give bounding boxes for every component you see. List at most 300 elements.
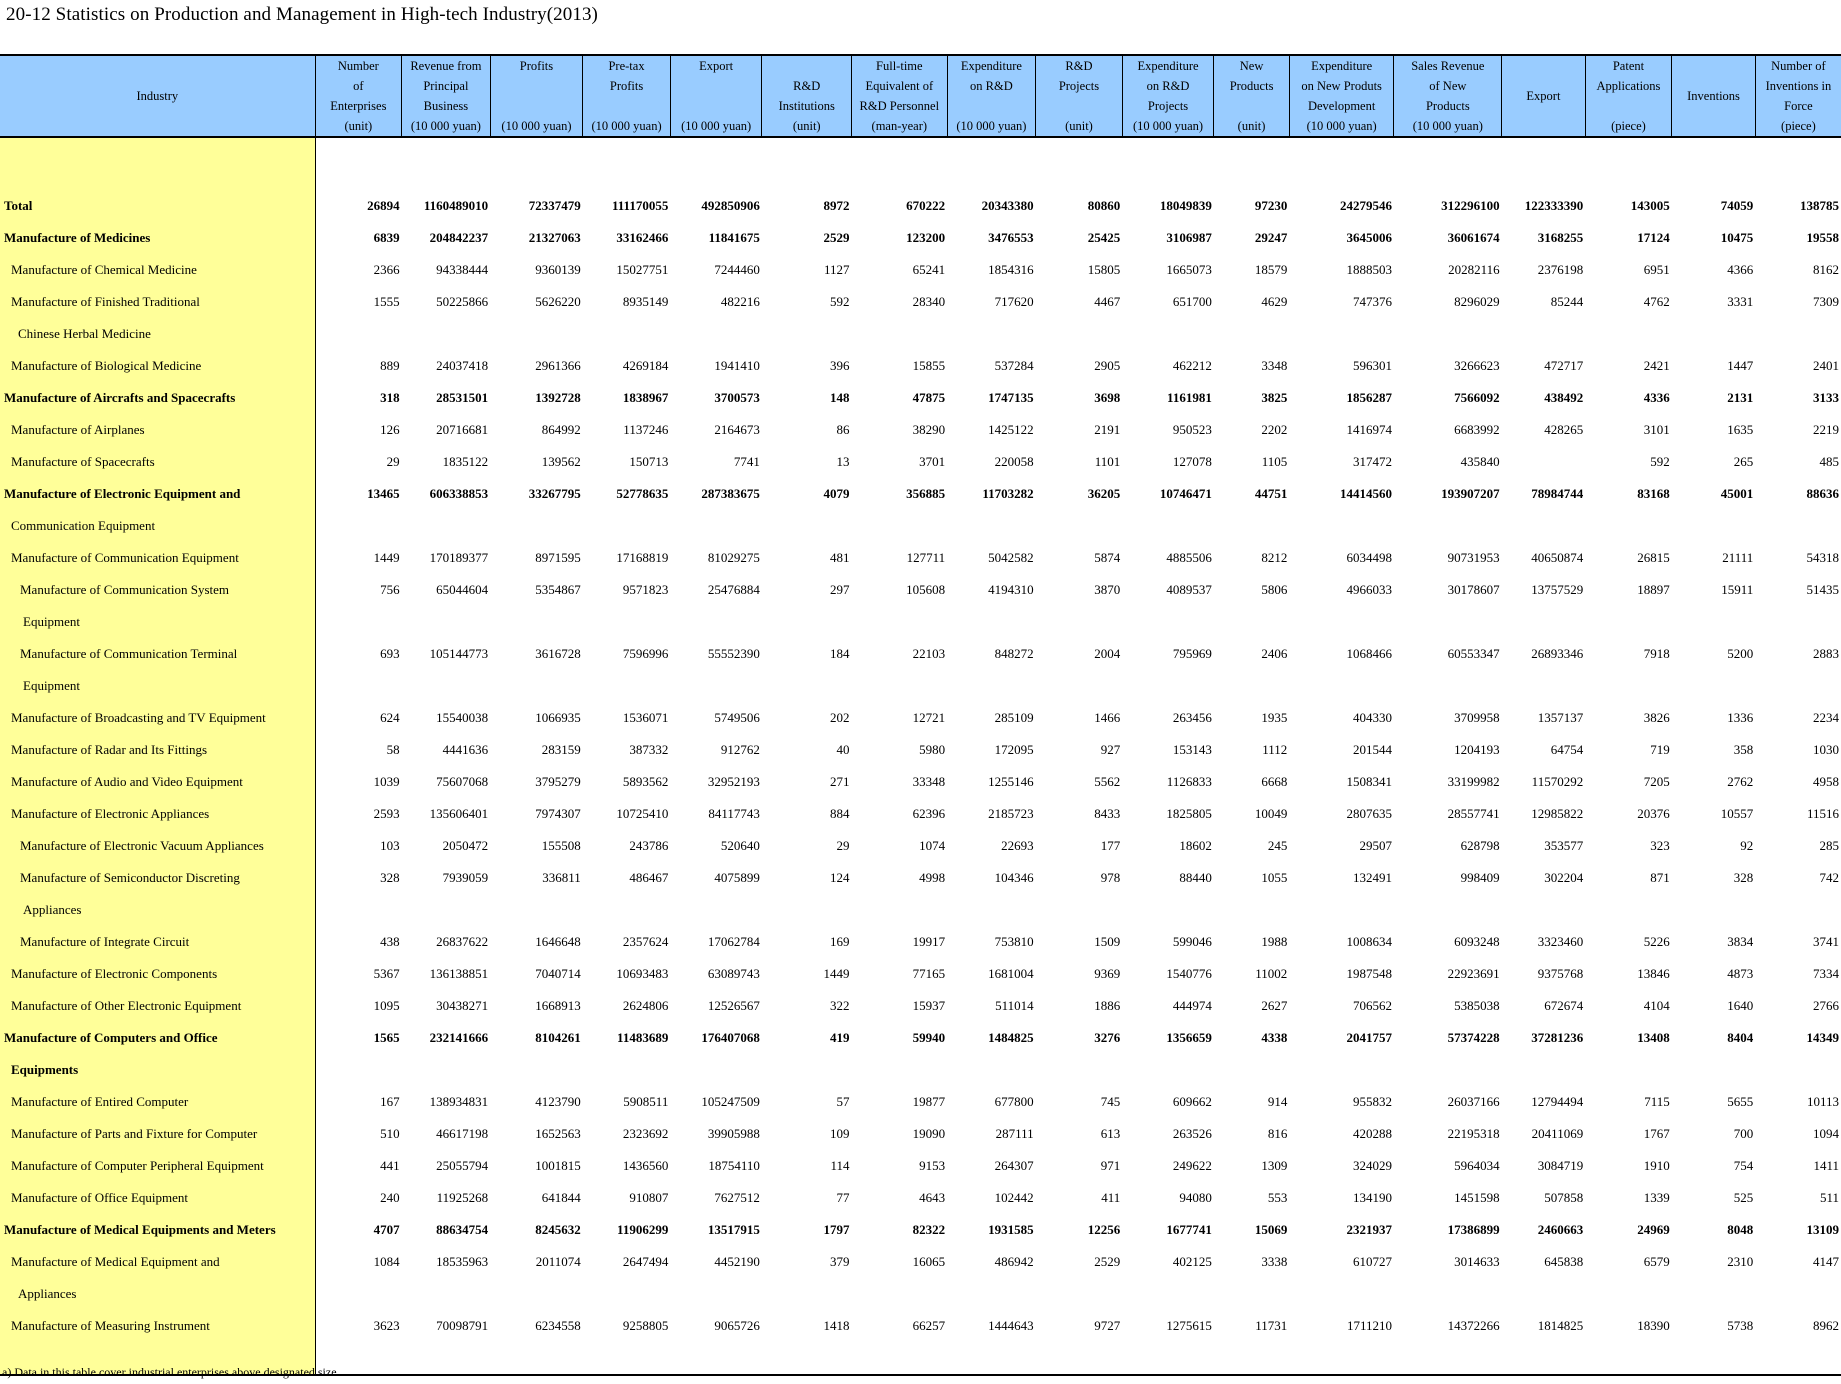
value-cell xyxy=(1289,606,1394,638)
value-cell: 3101 xyxy=(1643,422,1670,437)
table-row xyxy=(0,222,1841,254)
value-cell xyxy=(670,606,762,638)
value-cell: 3741 xyxy=(1813,934,1839,949)
header-industry: Industry xyxy=(0,55,315,137)
value-cell: 33348 xyxy=(912,774,946,789)
value-cell: 193907207 xyxy=(1441,486,1500,501)
value-cell: 4336 xyxy=(1643,390,1670,405)
value-cell xyxy=(947,606,1036,638)
value-cell: 30438271 xyxy=(436,998,489,1013)
industry-cell: Equipment xyxy=(0,670,315,702)
value-cell: 12794494 xyxy=(1531,1094,1584,1109)
value-cell: 9360139 xyxy=(535,262,581,277)
value-cell: 132491 xyxy=(1352,870,1392,885)
value-cell: 55552390 xyxy=(707,646,760,661)
value-cell: 645838 xyxy=(1544,1254,1584,1269)
table-row xyxy=(0,1118,1841,1150)
value-cell xyxy=(1585,606,1672,638)
value-cell: 592 xyxy=(830,294,850,309)
value-cell: 9727 xyxy=(1094,1318,1121,1333)
value-cell xyxy=(1755,1278,1841,1310)
value-cell: 1668913 xyxy=(535,998,581,1013)
value-cell: 753810 xyxy=(994,934,1034,949)
value-cell: 4966033 xyxy=(1346,582,1392,597)
value-cell: 11841675 xyxy=(708,230,760,245)
header-cell: Expenditure on R&D Projects (10 000 yuan) xyxy=(1122,55,1214,137)
value-cell: 5893562 xyxy=(622,774,669,789)
value-cell xyxy=(852,1054,948,1086)
value-cell: 204842237 xyxy=(429,230,489,245)
value-cell: 85244 xyxy=(1550,294,1584,309)
value-cell: 628798 xyxy=(1460,838,1500,853)
value-cell: 13408 xyxy=(1637,1030,1670,1045)
header-cell: Inventions xyxy=(1672,55,1756,137)
value-cell: 609662 xyxy=(1172,1094,1212,1109)
value-cell: 1101 xyxy=(1094,454,1121,469)
value-cell: 70098791 xyxy=(436,1318,489,1333)
value-cell xyxy=(1672,318,1756,350)
value-cell: 24279546 xyxy=(1339,198,1392,213)
value-cell: 537284 xyxy=(994,358,1034,373)
value-cell: 8104261 xyxy=(535,1030,581,1045)
value-cell: 57374228 xyxy=(1447,1030,1500,1045)
value-cell: 7627512 xyxy=(714,1190,760,1205)
value-cell xyxy=(402,894,491,926)
value-cell: 592 xyxy=(1650,454,1670,469)
value-cell xyxy=(1289,318,1394,350)
industry-cell: Manufacture of Airplanes xyxy=(0,414,315,446)
value-cell: 4269184 xyxy=(622,358,669,373)
table-row xyxy=(0,894,1841,926)
value-cell: 20343380 xyxy=(981,198,1034,213)
value-cell xyxy=(947,1278,1036,1310)
value-cell: 328 xyxy=(380,870,400,885)
value-cell: 18390 xyxy=(1637,1318,1670,1333)
value-cell: 17386899 xyxy=(1447,1222,1500,1237)
value-cell: 1652563 xyxy=(535,1126,581,1141)
value-cell: 1356659 xyxy=(1166,1030,1212,1045)
value-cell: 287383675 xyxy=(701,486,760,501)
value-cell: 18049839 xyxy=(1159,198,1212,213)
spacer-cell xyxy=(315,137,1841,190)
header-cell: Pre-tax Profits (10 000 yuan) xyxy=(583,55,671,137)
value-cell: 324029 xyxy=(1352,1158,1392,1173)
value-cell: 88440 xyxy=(1179,870,1212,885)
value-cell xyxy=(762,670,852,702)
value-cell: 26037166 xyxy=(1447,1094,1500,1109)
value-cell: 20376 xyxy=(1637,806,1670,821)
header-cell: Revenue from Principal Business (10 000 yuan) xyxy=(402,55,491,137)
value-cell: 419 xyxy=(830,1030,850,1045)
value-cell: 1536071 xyxy=(622,710,669,725)
value-cell: 4147 xyxy=(1813,1254,1839,1269)
value-cell: 74059 xyxy=(1720,198,1754,213)
table-body xyxy=(0,137,1841,1375)
value-cell: 553 xyxy=(1267,1190,1288,1205)
value-cell: 9065726 xyxy=(714,1318,760,1333)
table-row xyxy=(0,574,1841,606)
value-cell xyxy=(1394,1054,1502,1086)
table-row xyxy=(0,1182,1841,1214)
value-cell: 4707 xyxy=(373,1222,400,1237)
value-cell xyxy=(1502,670,1586,702)
value-cell: 1941410 xyxy=(714,358,760,373)
value-cell: 10725410 xyxy=(616,806,669,821)
value-cell: 287111 xyxy=(995,1126,1034,1141)
value-cell: 265 xyxy=(1733,454,1754,469)
value-cell: 19558 xyxy=(1806,230,1839,245)
value-cell xyxy=(490,606,583,638)
value-cell xyxy=(947,318,1036,350)
value-cell xyxy=(1122,318,1214,350)
value-cell: 1425122 xyxy=(988,422,1034,437)
value-cell: 12526567 xyxy=(707,998,760,1013)
value-cell: 21327063 xyxy=(528,230,581,245)
value-cell: 3266623 xyxy=(1454,358,1500,373)
value-cell: 138785 xyxy=(1800,198,1839,213)
industry-cell: Total xyxy=(0,190,315,222)
value-cell xyxy=(315,318,402,350)
value-cell: 264307 xyxy=(994,1158,1034,1173)
value-cell: 1854316 xyxy=(988,262,1034,277)
value-cell xyxy=(490,510,583,542)
value-cell: 177 xyxy=(1100,838,1121,853)
value-cell: 8433 xyxy=(1094,806,1121,821)
industry-cell: Manufacture of Communication Terminal xyxy=(0,638,315,670)
value-cell: 172095 xyxy=(994,742,1034,757)
table-row xyxy=(0,414,1841,446)
value-cell: 1204193 xyxy=(1454,742,1500,757)
value-cell: 22693 xyxy=(1001,838,1034,853)
value-cell xyxy=(1122,1278,1214,1310)
value-cell: 317472 xyxy=(1352,454,1392,469)
value-cell: 1767 xyxy=(1643,1126,1670,1141)
value-cell: 7309 xyxy=(1813,294,1839,309)
value-cell: 15805 xyxy=(1087,262,1121,277)
value-cell: 438492 xyxy=(1544,390,1584,405)
value-cell: 2766 xyxy=(1813,998,1839,1013)
value-cell xyxy=(1214,1054,1289,1086)
value-cell: 651700 xyxy=(1172,294,1212,309)
value-cell: 14414560 xyxy=(1339,486,1392,501)
value-cell xyxy=(1036,670,1123,702)
value-cell: 7596996 xyxy=(622,646,669,661)
value-cell: 97230 xyxy=(1254,198,1288,213)
value-cell: 19090 xyxy=(912,1126,946,1141)
table-row xyxy=(0,958,1841,990)
table-row xyxy=(0,990,1841,1022)
value-cell: 950523 xyxy=(1172,422,1212,437)
table-row xyxy=(0,382,1841,414)
value-cell xyxy=(1585,1054,1672,1086)
value-cell: 1444643 xyxy=(988,1318,1034,1333)
value-cell: 435840 xyxy=(1460,454,1500,469)
value-cell: 2041757 xyxy=(1346,1030,1392,1045)
value-cell: 1910 xyxy=(1643,1158,1670,1173)
value-cell: 25425 xyxy=(1087,230,1121,245)
value-cell: 9571823 xyxy=(622,582,669,597)
value-cell xyxy=(1214,318,1289,350)
industry-cell: Communication Equipment xyxy=(0,510,315,542)
table-row xyxy=(0,1150,1841,1182)
value-cell: 263526 xyxy=(1172,1126,1212,1141)
value-cell: 328 xyxy=(1733,870,1754,885)
value-cell: 122333390 xyxy=(1524,198,1584,213)
value-cell: 336811 xyxy=(542,870,581,885)
value-cell: 3701 xyxy=(919,454,946,469)
value-cell: 3276 xyxy=(1094,1030,1121,1045)
value-cell: 742 xyxy=(1819,870,1839,885)
value-cell xyxy=(1122,606,1214,638)
value-cell: 8048 xyxy=(1727,1222,1754,1237)
value-cell: 1411 xyxy=(1813,1158,1839,1173)
value-cell: 700 xyxy=(1733,1126,1754,1141)
value-cell xyxy=(583,670,671,702)
value-cell: 4762 xyxy=(1643,294,1670,309)
value-cell: 139562 xyxy=(541,454,581,469)
value-cell xyxy=(402,1278,491,1310)
value-cell: 10049 xyxy=(1254,806,1288,821)
value-cell: 1066935 xyxy=(535,710,581,725)
header-cell: Expenditure on R&D (10 000 yuan) xyxy=(947,55,1036,137)
value-cell xyxy=(1394,894,1502,926)
value-cell: 1418 xyxy=(823,1318,850,1333)
value-cell xyxy=(1672,670,1756,702)
value-cell: 94080 xyxy=(1179,1190,1212,1205)
value-cell: 36061674 xyxy=(1447,230,1500,245)
industry-cell: Manufacture of Audio and Video Equipment xyxy=(0,766,315,798)
value-cell: 1084 xyxy=(373,1254,400,1269)
value-cell: 15855 xyxy=(912,358,946,373)
value-cell: 1681004 xyxy=(988,966,1034,981)
value-cell xyxy=(762,1054,852,1086)
header-cell: Patent Applications (piece) xyxy=(1585,55,1672,137)
value-cell: 86 xyxy=(836,422,850,437)
value-cell: 11703282 xyxy=(982,486,1034,501)
value-cell: 11925268 xyxy=(436,1190,489,1205)
value-cell xyxy=(1672,1278,1756,1310)
value-cell xyxy=(670,318,762,350)
value-cell: 2011074 xyxy=(535,1254,581,1269)
value-cell: 105144773 xyxy=(429,646,489,661)
industry-cell: Equipment xyxy=(0,606,315,638)
value-cell: 29 xyxy=(386,454,400,469)
value-cell: 24037418 xyxy=(436,358,489,373)
table-row xyxy=(0,1246,1841,1278)
value-cell: 19877 xyxy=(912,1094,946,1109)
value-cell: 44751 xyxy=(1254,486,1288,501)
value-cell: 5626220 xyxy=(535,294,581,309)
value-cell: 105247509 xyxy=(701,1094,760,1109)
value-cell: 232141666 xyxy=(429,1030,489,1045)
value-cell: 127711 xyxy=(906,550,946,565)
value-cell: 670222 xyxy=(906,198,946,213)
value-cell: 6579 xyxy=(1643,1254,1670,1269)
value-cell: 2905 xyxy=(1094,358,1121,373)
value-cell xyxy=(583,606,671,638)
value-cell: 4452190 xyxy=(714,1254,760,1269)
value-cell: 3323460 xyxy=(1537,934,1584,949)
value-cell xyxy=(947,1054,1036,1086)
value-cell: 3834 xyxy=(1727,934,1754,949)
industry-cell: Appliances xyxy=(0,1278,315,1310)
value-cell: 77 xyxy=(836,1190,850,1205)
value-cell: 135606401 xyxy=(429,806,489,821)
value-cell: 599046 xyxy=(1172,934,1212,949)
value-cell: 1987548 xyxy=(1346,966,1392,981)
value-cell: 323 xyxy=(1650,838,1670,853)
value-cell: 285 xyxy=(1819,838,1839,853)
value-cell: 17062784 xyxy=(707,934,760,949)
value-cell xyxy=(315,894,402,926)
industry-cell: Manufacture of Radar and Its Fittings xyxy=(0,734,315,766)
value-cell: 29 xyxy=(836,838,850,853)
value-cell xyxy=(315,1278,402,1310)
value-cell: 26837622 xyxy=(436,934,489,949)
value-cell: 148 xyxy=(830,390,850,405)
table-row xyxy=(0,542,1841,574)
value-cell xyxy=(1394,1278,1502,1310)
value-cell: 420288 xyxy=(1352,1126,1392,1141)
value-cell: 7974307 xyxy=(535,806,581,821)
value-cell: 1814825 xyxy=(1537,1318,1584,1333)
value-cell: 745 xyxy=(1100,1094,1121,1109)
value-cell: 4079 xyxy=(823,486,850,501)
value-cell: 47875 xyxy=(912,390,946,405)
value-cell: 1392728 xyxy=(535,390,581,405)
value-cell: 1112 xyxy=(1262,742,1288,757)
value-cell xyxy=(1502,1054,1586,1086)
value-cell: 1640 xyxy=(1727,998,1754,1013)
value-cell: 4366 xyxy=(1727,262,1754,277)
value-cell: 15937 xyxy=(912,998,946,1013)
value-cell: 176407068 xyxy=(701,1030,760,1045)
value-cell: 19917 xyxy=(912,934,946,949)
value-cell: 510 xyxy=(380,1126,400,1141)
value-cell: 3795279 xyxy=(535,774,581,789)
value-cell: 1095 xyxy=(373,998,400,1013)
value-cell xyxy=(583,894,671,926)
value-cell: 54318 xyxy=(1806,550,1839,565)
value-cell: 15540038 xyxy=(436,710,489,725)
value-cell: 11570292 xyxy=(1531,774,1584,789)
value-cell: 22103 xyxy=(912,646,946,661)
value-cell: 5042582 xyxy=(988,550,1034,565)
value-cell: 2647494 xyxy=(622,1254,669,1269)
statistics-table-container xyxy=(0,54,1841,1376)
value-cell: 201544 xyxy=(1352,742,1392,757)
value-cell: 1646648 xyxy=(535,934,581,949)
value-cell: 511 xyxy=(1819,1190,1839,1205)
value-cell: 15027751 xyxy=(616,262,669,277)
value-cell: 18579 xyxy=(1254,262,1288,277)
value-cell: 4075899 xyxy=(714,870,760,885)
value-cell: 1797 xyxy=(823,1222,850,1237)
value-cell xyxy=(1214,510,1289,542)
value-cell: 6683992 xyxy=(1454,422,1500,437)
value-cell: 816 xyxy=(1267,1126,1288,1141)
value-cell: 10113 xyxy=(1806,1094,1839,1109)
value-cell: 5655 xyxy=(1727,1094,1754,1109)
value-cell: 45001 xyxy=(1720,486,1754,501)
industry-cell: Manufacture of Medicines xyxy=(0,222,315,254)
value-cell: 37281236 xyxy=(1531,1030,1584,1045)
value-cell: 4873 xyxy=(1727,966,1754,981)
value-cell: 756 xyxy=(380,582,400,597)
value-cell: 11731 xyxy=(1255,1318,1288,1333)
value-cell: 127078 xyxy=(1172,454,1212,469)
value-cell: 4467 xyxy=(1094,294,1121,309)
value-cell: 285109 xyxy=(994,710,1034,725)
value-cell xyxy=(315,1054,402,1086)
value-cell xyxy=(1672,606,1756,638)
value-cell: 123200 xyxy=(906,230,946,245)
table-row xyxy=(0,926,1841,958)
value-cell: 1838967 xyxy=(622,390,669,405)
value-cell: 3348 xyxy=(1261,358,1288,373)
value-cell xyxy=(1502,606,1586,638)
value-cell: 1255146 xyxy=(988,774,1034,789)
value-cell: 4104 xyxy=(1643,998,1670,1013)
value-cell: 2185723 xyxy=(988,806,1034,821)
value-cell xyxy=(1036,1278,1123,1310)
value-cell: 8972 xyxy=(823,198,850,213)
value-cell: 1126833 xyxy=(1166,774,1212,789)
value-cell xyxy=(1036,318,1123,350)
value-cell xyxy=(583,1278,671,1310)
value-cell: 59940 xyxy=(912,1030,946,1045)
value-cell: 4123790 xyxy=(535,1094,581,1109)
value-cell: 912762 xyxy=(720,742,760,757)
value-cell xyxy=(402,1054,491,1086)
value-cell xyxy=(670,894,762,926)
value-cell: 26893346 xyxy=(1531,646,1584,661)
header-cell: Export xyxy=(1502,55,1586,137)
value-cell: 57 xyxy=(836,1094,850,1109)
value-cell: 297 xyxy=(830,582,850,597)
value-cell: 102442 xyxy=(994,1190,1034,1205)
value-cell xyxy=(315,606,402,638)
value-cell: 155508 xyxy=(541,838,581,853)
value-cell: 62396 xyxy=(912,806,946,821)
value-cell: 3331 xyxy=(1727,294,1754,309)
value-cell: 441 xyxy=(380,1158,400,1173)
value-cell: 30178607 xyxy=(1447,582,1500,597)
value-cell xyxy=(852,1278,948,1310)
value-cell xyxy=(947,894,1036,926)
industry-cell: Manufacture of Computer Peripheral Equipment xyxy=(0,1150,315,1182)
value-cell: 2762 xyxy=(1727,774,1754,789)
value-cell: 25476884 xyxy=(707,582,760,597)
value-cell: 3870 xyxy=(1094,582,1121,597)
table-row xyxy=(0,798,1841,830)
value-cell: 5354867 xyxy=(535,582,581,597)
value-cell: 2406 xyxy=(1261,646,1288,661)
value-cell: 167 xyxy=(380,1094,400,1109)
value-cell: 481 xyxy=(830,550,850,565)
value-cell xyxy=(762,1278,852,1310)
value-cell: 5562 xyxy=(1094,774,1121,789)
value-cell: 379 xyxy=(830,1254,850,1269)
value-cell: 1856287 xyxy=(1346,390,1392,405)
value-cell: 2401 xyxy=(1813,358,1839,373)
value-cell: 624 xyxy=(380,710,400,725)
value-cell: 613 xyxy=(1100,1126,1121,1141)
value-cell xyxy=(402,318,491,350)
value-cell: 81029275 xyxy=(707,550,760,565)
value-cell: 114 xyxy=(830,1158,850,1173)
value-cell: 9258805 xyxy=(622,1318,669,1333)
